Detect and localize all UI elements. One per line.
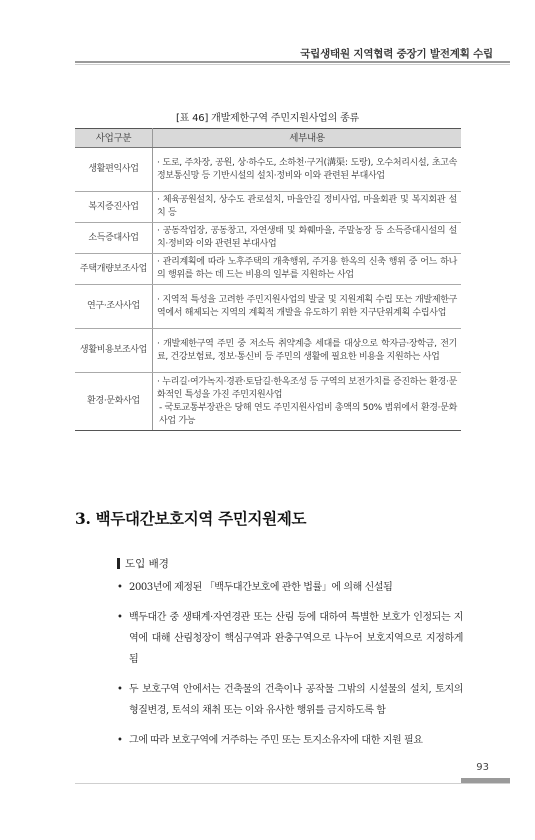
row-category: 소득증대사업 <box>75 223 153 254</box>
row-detail: · 지역적 특성을 고려한 주민지원사업의 발굴 및 지원계획 수립 또는 개발제한구역에서 해제되는 지역의 계획적 개발을 유도하기 위한 지구단위계획 수립사업 <box>153 285 462 329</box>
list-item-text: 백두대간 중 생태계·자연경관 또는 산림 등에 대하여 특별한 보호가 인정되는 지역에 대해 산림청장이 핵심구역과 완충구역으로 나누어 보호지역으로 지정하게 됨 <box>129 612 463 665</box>
list-item-text: 2003년에 제정된 「백두대간보호에 관한 법률」에 의해 신설됨 <box>129 582 393 593</box>
header-rule <box>75 61 510 63</box>
bullet-icon: • <box>117 612 123 623</box>
row-detail-note: - 국토교통부장관은 당해 연도 주민지원사업비 총액의 50% 범위에서 환경·문화사업 가능 <box>159 402 457 426</box>
row-category: 복지증진사업 <box>75 192 153 223</box>
row-category: 생활비용보조사업 <box>75 329 153 373</box>
row-detail <box>153 373 462 431</box>
row-detail: · 관리계획에 따라 노후주택의 개축행위, 주거용 한옥의 신축 행위 중 어느 하나의 행위를 하는 데 드는 비용의 일부를 지원하는 사업 <box>153 254 462 285</box>
bullet-icon: • <box>117 684 123 695</box>
table-caption: [표 46] 개발제한구역 주민지원사업의 종류 <box>175 113 359 124</box>
row-category: 생활편익사업 <box>75 148 153 192</box>
page-number: 93 <box>476 762 489 773</box>
footer-rule <box>75 783 510 784</box>
sub-heading <box>117 556 169 571</box>
list-item <box>117 577 463 598</box>
table-row <box>75 285 461 329</box>
table-row <box>75 254 461 285</box>
row-category: 환경·문화사업 <box>75 373 153 431</box>
table-row <box>75 329 461 373</box>
table-row <box>75 148 461 192</box>
row-category: 연구·조사사업 <box>75 285 153 329</box>
row-detail: · 도로, 주차장, 공원, 상·하수도, 소하천·구거(溝渠: 도랑), 오수처리시설, 초고속정보통신망 등 기반시설의 설치·정비와 이와 관련된 부대사업 <box>153 148 462 192</box>
list-item-text: 그에 따라 보호구역에 거주하는 주민 또는 토지소유자에 대한 지원 필요 <box>129 735 423 746</box>
running-head: 국립생태원 지역협력 중장기 발전계획 수립 <box>300 48 493 60</box>
list-item <box>117 679 463 721</box>
row-detail-main: · 누리길·여가녹지·경관·토담길·한옥조성 등 구역의 보전가치를 증진하는 환경·문화적인 특성을 가진 주민지원사업 <box>157 376 457 400</box>
bullet-icon: • <box>117 735 123 746</box>
heading-marker-icon <box>117 558 120 569</box>
row-detail: · 개발제한구역 주민 중 저소득 취약계층 세대를 대상으로 학자금·장학금, 전기료, 건강보험료, 정보·통신비 등 주민의 생활에 필요한 비용을 지원하는 사업 <box>153 329 462 373</box>
bullet-list <box>117 577 463 760</box>
table-header-row <box>75 129 461 148</box>
bullet-icon: • <box>117 582 123 593</box>
header-detail: 세부내용 <box>153 129 462 148</box>
sub-heading-text: 도입 배경 <box>125 558 169 570</box>
row-detail: · 체육공원설치, 상수도 관로설치, 마을안길 정비사업, 마을회관 및 복지회관 설치 등 <box>153 192 462 223</box>
section-title: 3. 백두대간보호지역 주민지원제도 <box>75 509 307 528</box>
table-row <box>75 192 461 223</box>
header-rule-thin <box>75 64 510 65</box>
table-row <box>75 223 461 254</box>
list-item-text: 두 보호구역 안에서는 건축물의 건축이나 공작물 그밖의 시설물의 설치, 토지의 형질변경, 토석의 채취 또는 이와 유사한 행위를 금지하도록 함 <box>129 684 463 716</box>
support-project-table <box>75 128 461 431</box>
row-detail: · 공동작업장, 공동창고, 자연생태 및 화훼마을, 주말농장 등 소득증대시설의 설치·정비와 이와 관련된 부대사업 <box>153 223 462 254</box>
list-item <box>117 730 463 751</box>
table-row <box>75 373 461 431</box>
list-item <box>117 607 463 670</box>
header-category: 사업구분 <box>75 129 153 148</box>
row-category: 주택개량보조사업 <box>75 254 153 285</box>
